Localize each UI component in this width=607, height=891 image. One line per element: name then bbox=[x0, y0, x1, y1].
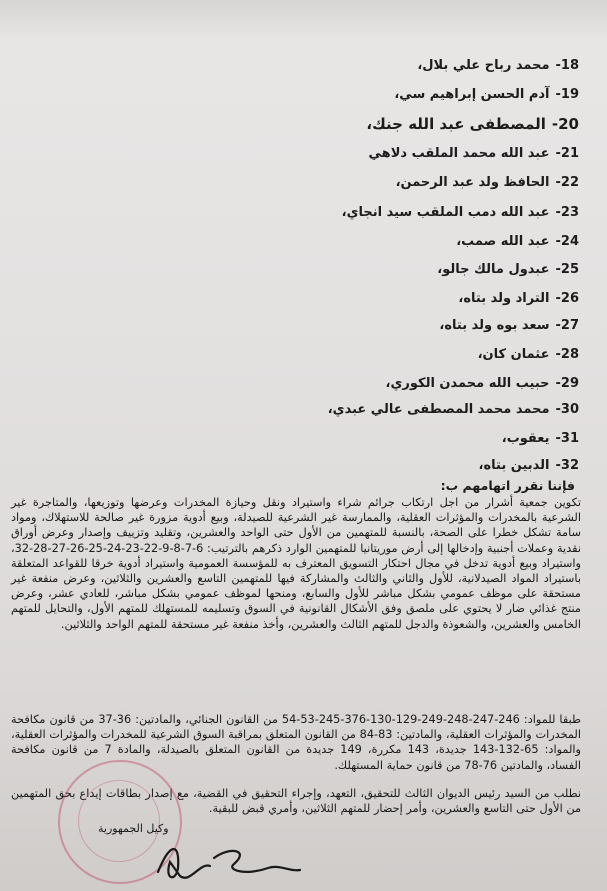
accused-number: 32- bbox=[555, 458, 579, 473]
accused-row bbox=[394, 87, 579, 102]
accused-name: التراد ولد بتاه، bbox=[458, 291, 550, 306]
accused-row bbox=[366, 115, 579, 133]
accused-number: 18- bbox=[555, 58, 579, 73]
accused-number: 31- bbox=[555, 431, 579, 446]
accused-number: 22- bbox=[555, 175, 579, 190]
accused-name: حبيب الله محمدن الكوري، bbox=[385, 376, 550, 391]
accused-number: 21- bbox=[555, 146, 579, 161]
accused-name: يعقوب، bbox=[501, 431, 550, 446]
accused-row bbox=[479, 458, 579, 473]
accused-name: عثمان كان، bbox=[477, 347, 550, 362]
accused-row bbox=[456, 234, 579, 249]
signer-title: وكيل الجمهورية bbox=[98, 822, 169, 835]
accused-number: 29- bbox=[555, 376, 579, 391]
accused-row bbox=[458, 291, 579, 306]
accused-name: عبدول مالك جالو، bbox=[437, 262, 550, 277]
accused-name: الدبين بتاه، bbox=[478, 458, 550, 473]
accused-number: 23- bbox=[555, 205, 579, 220]
accused-name: عبد الله دمب الملقب سيد انجاي، bbox=[341, 205, 550, 220]
charges-heading: فإننا نقرر اتهامهم ب: bbox=[440, 478, 575, 493]
accused-name: الحافظ ولد عبد الرحمن، bbox=[395, 175, 550, 190]
accused-name: محمد رباح علي بلال، bbox=[417, 58, 550, 73]
accused-number: 19- bbox=[555, 87, 579, 102]
accused-row bbox=[502, 431, 579, 446]
accused-row bbox=[386, 376, 579, 391]
page-shadow bbox=[0, 0, 607, 40]
accused-row bbox=[369, 146, 579, 161]
accused-row bbox=[342, 205, 579, 220]
accused-number: 24- bbox=[555, 234, 579, 249]
request-paragraph: نطلب من السيد رئيس الديوان الثالث للتحقيق، التعهد، وإجراء التحقيق في القضية، مع إصدار بطاقات إيداع بحق المتهمين من الأول حتى التاسع والعشرين، وأمر إحضار للمتهم الثلاثين، وأمري قبض للبقية. bbox=[11, 787, 581, 816]
accused-name: محمد محمد المصطفى عالي عبدي، bbox=[327, 402, 550, 417]
accused-number: 27- bbox=[555, 318, 579, 333]
accused-name: عبد الله صمب، bbox=[456, 234, 550, 249]
accused-row bbox=[328, 402, 579, 417]
accused-number: 30- bbox=[555, 402, 579, 417]
accused-number: 25- bbox=[555, 262, 579, 277]
accused-row bbox=[437, 262, 579, 277]
accused-name: سعد بوه ولد بتاه، bbox=[439, 318, 550, 333]
accused-number: 26- bbox=[555, 291, 579, 306]
stamp-inner-ring bbox=[78, 780, 160, 862]
charges-paragraph: تكوين جمعية أشرار من اجل ارتكاب جرائم شراء واستيراد ونقل وحيازة المخدرات وعرضها وتوزيعها، والمتاجرة غير الشرعية بالمخدرات والمؤثرات العقلية، والممارسة غير الشرعية للصيدلة، وبيع أدوية مزورة غير صالحة للاستهلاك، ومواد سامة تشكل خطرا على الصحة، بالنسبة للمتهمين من الأول حتى الواحد والعشرين، وتقليد وتزييف وإصدار وعرض أوراق نقدية وعملات أجنبية وإدخالها إلى أرض موريتانيا للمتهمين الوارد ذكرهم بالترتيب: 6-7-8-9-22-23-24-25-26-27-28-32، واستيراد وبيع أدوية تدخل في مجال احتكار التسويق المعترف به للمؤسسة العمومية واستيراد أدوية خرقا للقواعد المتعلقة باستيراد المواد الصيدلانية، للأول والثاني والثالث والمشاركة فيها للمتهمين التاسع والعشرين والثلاثين، وعرض منفعة غير مستحقة على موظف عمومي بشكل مباشر للأول والسابع، ومنحها لموظف عمومي بشكل مباشر، للعادي عشر، وعرض منتج غذائي ضار لا يحتوي على ملصق وفق الأشكال القانونية في السوق وتسليمه للمستهلك للمتهم الأول، والتحايل للمتهم الخامس والعشرين، والشعوذة والدجل للمتهم الثالث والعشرين، وأخذ منفعة غير مستحقة للمتهم الواحد والثلاثين. bbox=[11, 496, 581, 631]
accused-row bbox=[439, 318, 579, 333]
accused-number: 20- bbox=[551, 115, 579, 133]
accused-row bbox=[417, 58, 579, 73]
accused-name: المصطفى عبد الله جنك، bbox=[366, 115, 546, 133]
signature bbox=[150, 832, 330, 888]
accused-row bbox=[478, 347, 579, 362]
accused-row bbox=[396, 175, 579, 190]
accused-name: آدم الحسن إبراهيم سي، bbox=[394, 87, 550, 102]
accused-number: 28- bbox=[555, 347, 579, 362]
legal-basis-paragraph: طبقا للمواد: 246-247-248-249-129-130-376-245-53-54 من القانون الجنائي، والمادتين: 36-37 من قانون مكافحة المخدرات والمؤثرات العقلية، والمادتين: 83-84 من القانون المتعلق بمراقبة السوق الشرعية للمخدرات والمؤثرات العقلية، والمواد: 65-132-143 جديدة، 143 مكررة، 149 جديدة من القانون المتعلق بالصيدلة، والمادة 7 من قانون مكافحة الفساد، والمادتين 76-78 من قانون حماية المستهلك. bbox=[11, 713, 582, 772]
accused-name: عبد الله محمد الملقب دلاهي bbox=[368, 146, 550, 161]
